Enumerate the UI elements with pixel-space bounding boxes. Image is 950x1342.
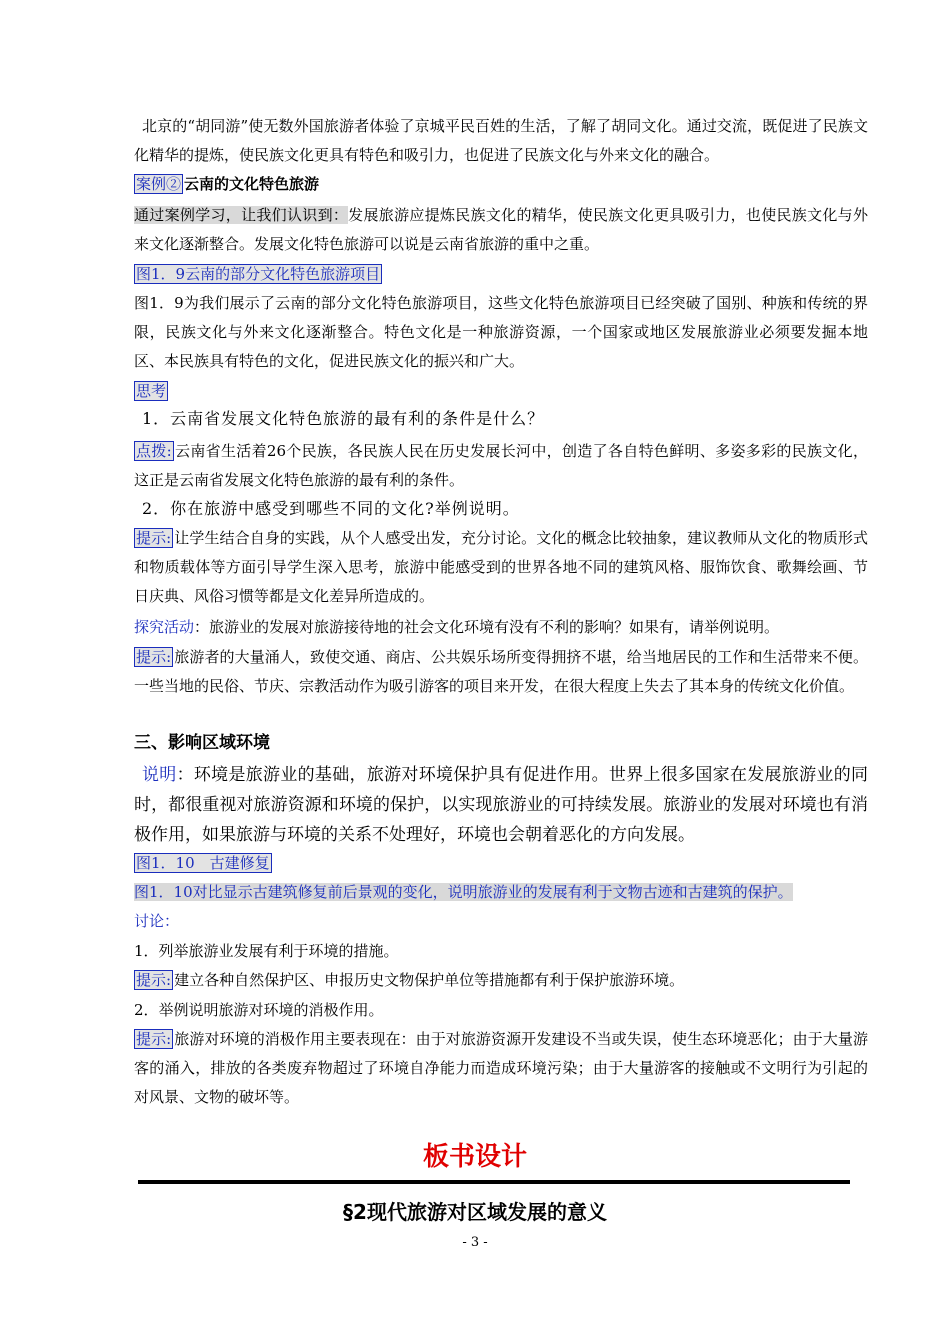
- paragraph-figure-1-9: 图1．9为我们展示了云南的部分文化特色旅游项目，这些文化特色旅游项目已经突破了国别、种族和传统的界限，民族文化与外来文化逐渐整合。特色文化是一种旅游资源，一个国家或地区发展旅游业必须要发掘本地区、本民族具有特色的文化，促进民族文化的振兴和广大。: [134, 294, 868, 370]
- board-subtitle: §2现代旅游对区域发展的意义: [343, 1200, 607, 1224]
- question-1: 1．云南省发展文化特色旅游的最有利的条件是什么？: [142, 409, 545, 428]
- paragraph-hint-1: 点拨: 云南省生活着26个民族，各民族人民在历史发展长河中，创造了各自特色鲜明、多姿多彩的民族文化，这正是云南省发展文化特色旅游的最有利的条件。: [134, 442, 868, 489]
- figure-1-9-caption: [134, 260, 868, 289]
- case-lead: 通过案例学习，让我们认识到：: [134, 206, 349, 224]
- paragraph-figure-1-10: 图1．10对比显示古建筑修复前后景观的变化，说明旅游业的发展有利于文物古迹和古建筑的保护。: [134, 883, 793, 901]
- section-3-heading: 三、影响区域环境: [134, 733, 270, 753]
- paragraph-tip-2: 提示: 让学生结合自身的实践，从个人感受出发，充分讨论。文化的概念比较抽象，建议教师从文化的物质形式和物质载体等方面引导学生深入思考，旅游中能感受到的世界各地不同的建筑风格、服饰饮食、歌舞绘画、节日庆典、风俗习惯等都是文化差异所造成的。: [134, 529, 868, 605]
- tip-tag: 提示:: [136, 1030, 172, 1048]
- paragraph-tip-5: 提示: 旅游对环境的消极作用主要表现在：由于对旅游资源开发建设不当或失误，使生态环境恶化；由于大量游客的涌入，排放的各类废弃物超过了环境自净能力而造成环境污染；由于大量游客的接触或不文明行为引起的对风景、文物的破坏等。: [134, 1030, 868, 1106]
- question-2: 2．你在旅游中感受到哪些不同的文化?举例说明。: [142, 499, 520, 518]
- title-divider: [138, 1180, 850, 1184]
- board-design-title: 板书设计: [422, 1142, 527, 1172]
- figure-1-10-caption: [134, 849, 868, 878]
- figure-1-10-tag: 图1．10 古建修复: [136, 854, 270, 872]
- case2-heading: [134, 170, 868, 199]
- discussion-heading: 讨论：: [134, 912, 180, 930]
- think-tag: 思考: [136, 382, 167, 400]
- tip-tag: 提示:: [136, 529, 172, 547]
- paragraph-tip-4: 提示: 建立各种自然保护区、申报历史文物保护单位等措施都有利于保护旅游环境。: [136, 971, 685, 989]
- think-heading: [134, 377, 868, 406]
- paragraph-hutong: 北京的“胡同游”使无数外国旅游者体验了京城平民百姓的生活，了解了胡同文化。通过交流，既促进了民族文化精华的提炼，使民族文化更具有特色和吸引力，也促进了民族文化与外来文化的融合。: [134, 117, 868, 164]
- page-number: - 3 -: [462, 1235, 488, 1250]
- case2-title: 云南的文化特色旅游: [184, 175, 320, 193]
- case2-tag: 案例②: [136, 175, 182, 193]
- figure-1-9-tag: 图1．9云南的部分文化特色旅游项目: [136, 265, 381, 283]
- tip-tag: 提示:: [136, 971, 172, 989]
- paragraph-case-summary: 通过案例学习，让我们认识到：发展旅游应提炼民族文化的精华，使民族文化更具吸引力，也使民族文化与外来文化逐渐整合。发展文化特色旅游可以说是云南省旅游的重中之重。: [134, 206, 868, 253]
- tip-tag: 提示:: [136, 648, 172, 666]
- paragraph-explore: 探究活动：旅游业的发展对旅游接待地的社会文化环境有没有不利的影响？如果有，请举例说明。: [134, 618, 780, 636]
- discussion-item-2: 2．举例说明旅游对环境的消极作用。: [134, 1001, 384, 1019]
- discussion-item-1: 1．列举旅游业发展有利于环境的措施。: [134, 942, 399, 960]
- hint-tag: 点拨:: [136, 442, 172, 460]
- explore-tag: 探究活动: [134, 618, 195, 636]
- paragraph-explain: 说明：环境是旅游业的基础，旅游对环境保护具有促进作用。世界上很多国家在发展旅游业的同时，都很重视对旅游资源和环境的保护，以实现旅游业的可持续发展。旅游业的发展对环境也有消极作用，如果旅游与环境的关系不处理好，环境也会朝着恶化的方向发展。: [134, 765, 869, 845]
- explain-tag: 说明: [142, 765, 177, 785]
- paragraph-tip-3: 提示: 旅游者的大量涌人，致使交通、商店、公共娱乐场所变得拥挤不堪，给当地居民的工作和生活带来不便。一些当地的民俗、节庆、宗教活动作为吸引游客的项目来开发，在很大程度上失去了其本身的传统文化价值。: [134, 648, 868, 695]
